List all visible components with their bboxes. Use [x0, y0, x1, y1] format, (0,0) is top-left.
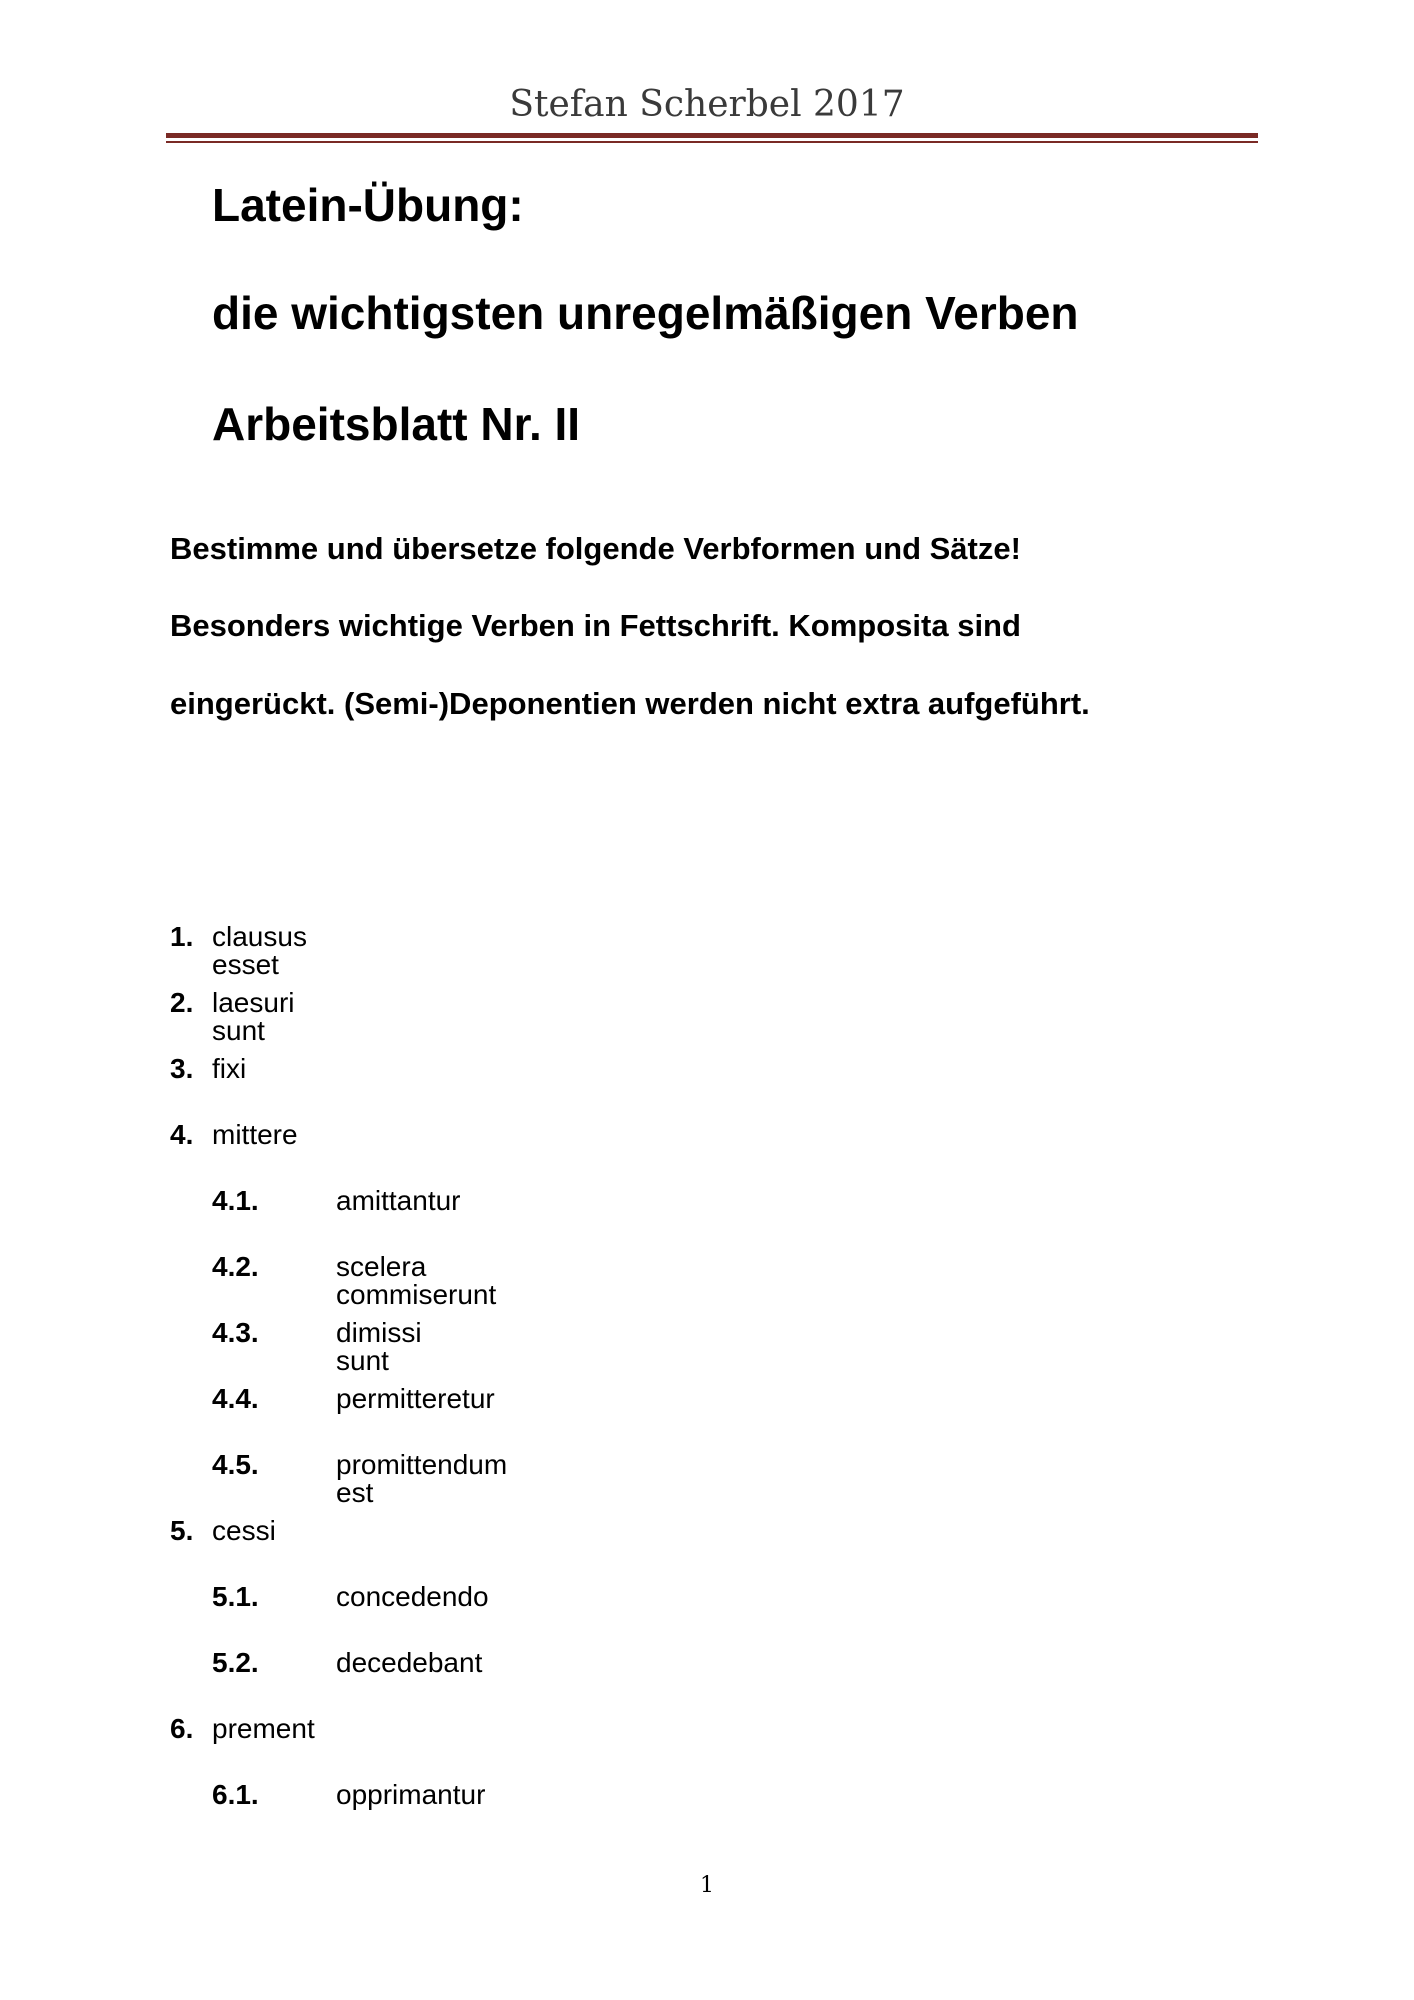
- item-number: 5.1.: [212, 1581, 259, 1612]
- item-text: scelera commiserunt: [336, 1251, 497, 1310]
- item-text: permitteretur: [336, 1383, 495, 1414]
- item-number: 6.: [170, 1713, 194, 1744]
- item-text: fixi: [212, 1053, 247, 1084]
- item-number: 4.1.: [212, 1185, 259, 1216]
- title-line-1: Latein-Übung:: [212, 179, 524, 231]
- item-text: promittendum est: [336, 1449, 508, 1508]
- item-number: 2.: [170, 987, 194, 1018]
- item-number: 4.: [170, 1119, 194, 1150]
- item-text: prement: [212, 1713, 315, 1744]
- header-author-year: Stefan Scherbel 2017: [509, 84, 905, 125]
- item-number: 6.1.: [212, 1779, 259, 1810]
- page-number: 1: [700, 1873, 714, 1898]
- item-text: dimissi sunt: [336, 1317, 422, 1376]
- item-number: 3.: [170, 1053, 194, 1084]
- instruction-line-1: Bestimme und übersetze folgende Verbformen und Sätze!: [170, 531, 1021, 566]
- item-text: opprimantur: [336, 1779, 486, 1810]
- item-number: 5.: [170, 1515, 194, 1546]
- item-text: cessi: [212, 1515, 276, 1546]
- item-number: 4.2.: [212, 1251, 259, 1282]
- title-line-2: die wichtigsten unregelmäßigen Verben: [212, 287, 1079, 339]
- instruction-line-2: Besonders wichtige Verben in Fettschrift. Komposita sind: [170, 608, 1021, 643]
- header-rule-thin: [166, 141, 1258, 143]
- header-rule-thick: [166, 133, 1258, 138]
- item-number: 4.4.: [212, 1383, 259, 1414]
- item-text: clausus esset: [212, 921, 307, 980]
- item-text: concedendo: [336, 1581, 489, 1612]
- item-number: 5.2.: [212, 1647, 259, 1678]
- item-number: 1.: [170, 921, 194, 952]
- instruction-line-3: eingerückt. (Semi-)Deponentien werden nicht extra aufgeführt.: [170, 686, 1090, 721]
- item-text: amittantur: [336, 1185, 461, 1216]
- item-text: mittere: [212, 1119, 298, 1150]
- item-number: 4.3.: [212, 1317, 259, 1348]
- item-text: decedebant: [336, 1647, 483, 1678]
- item-number: 4.5.: [212, 1449, 259, 1480]
- item-text: laesuri sunt: [212, 987, 295, 1046]
- title-line-3: Arbeitsblatt Nr. II: [212, 398, 581, 450]
